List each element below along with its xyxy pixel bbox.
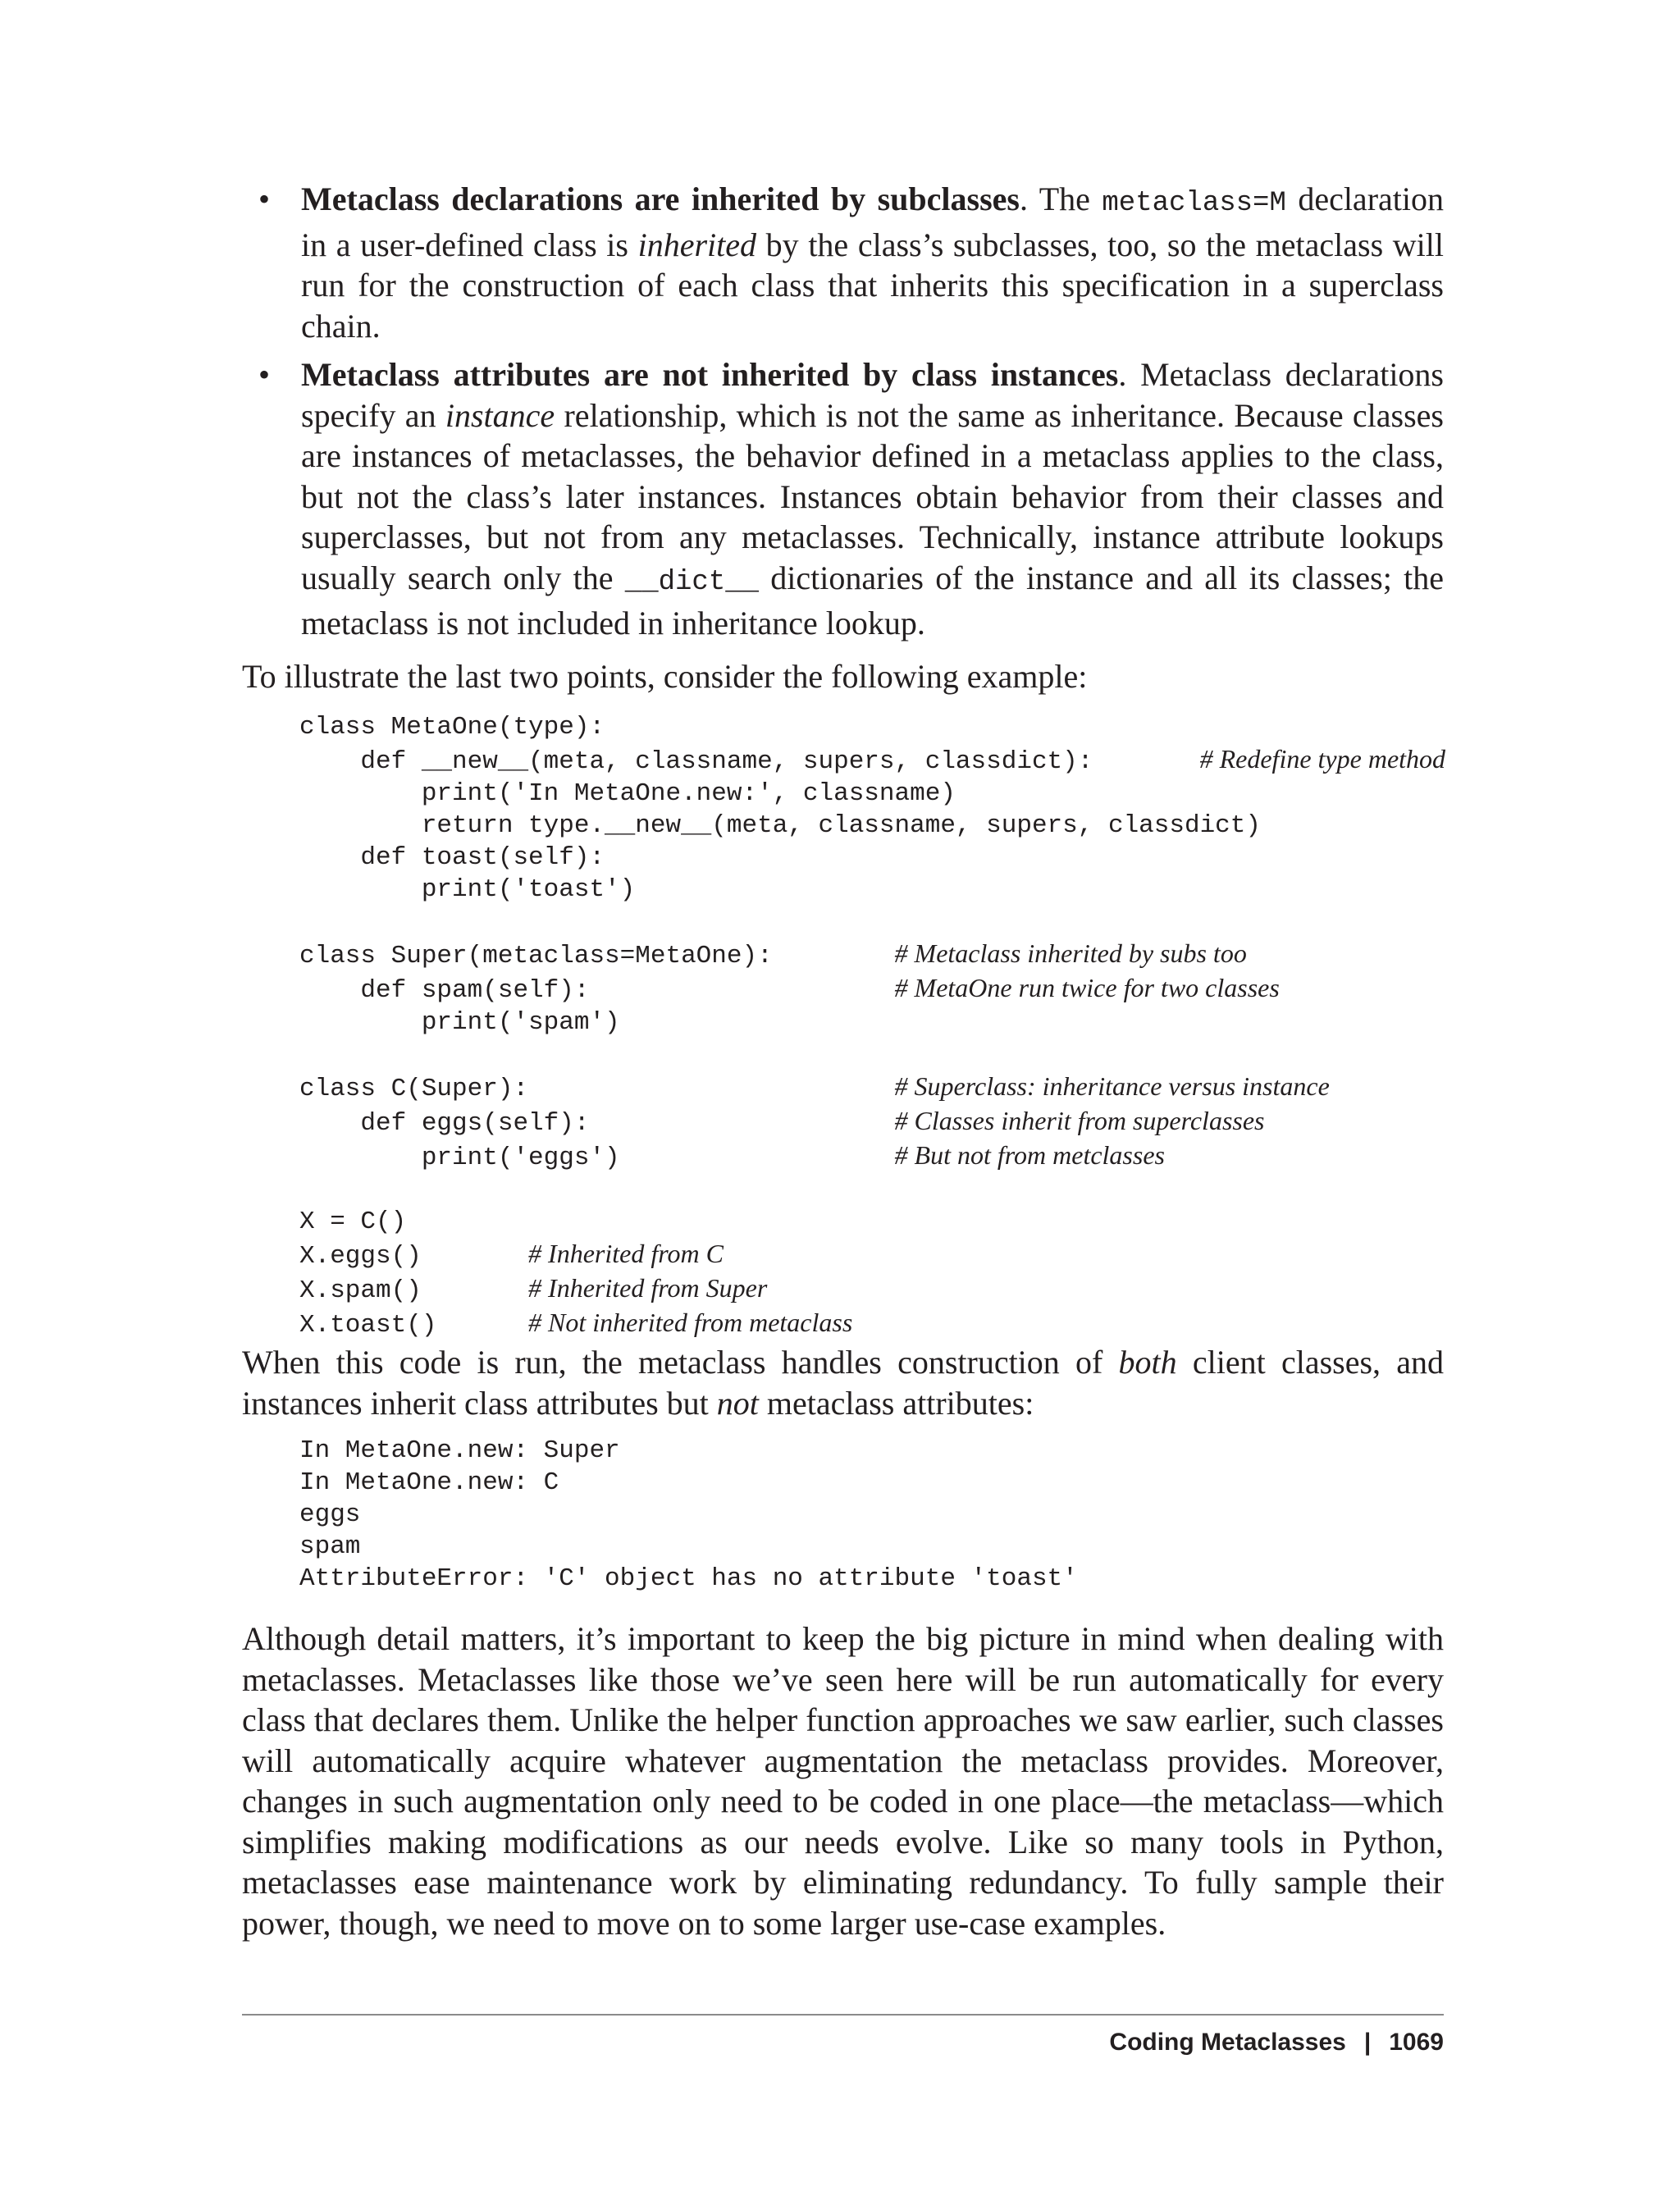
code-comment: # Inherited from Super bbox=[528, 1273, 768, 1303]
intro-paragraph: To illustrate the last two points, consider the following example: bbox=[242, 658, 1088, 695]
emphasis: instance bbox=[445, 396, 555, 434]
code-line: def spam(self): bbox=[299, 976, 895, 1005]
bullet-dot-icon: • bbox=[258, 356, 271, 393]
code-line: X.toast() bbox=[299, 1311, 529, 1340]
code-comment: # MetaOne run twice for two classes bbox=[894, 973, 1280, 1002]
summary-paragraph: Although detail matters, it’s important to keep the big picture in mind when dealing with metaclasses. Metaclasses like those we’ve seen here will be run automatically for every class that declares them. Unlike the helper function approaches we saw earlier, such classes will automatically acquire whatever augmentation the metaclass provides. Moreover, changes in such augmentation only need to be coded in one place—the metaclass—which simplifies making modifications as our needs evolve. Like so many tools in Python, metaclasses ease maintenance work by eliminating redundancy. To fully sample their power, though, we need to move on to some larger use-case examples. bbox=[242, 1620, 1444, 1942]
code-line: X.spam() bbox=[299, 1276, 529, 1305]
page-number: 1069 bbox=[1389, 2029, 1444, 2056]
code-comment: # Classes inherit from superclasses bbox=[894, 1106, 1265, 1135]
footer-rule bbox=[242, 2014, 1444, 2016]
code-line: return type.__new__(meta, classname, supers, classdict) bbox=[299, 811, 1261, 840]
code-output: In MetaOne.new: Super In MetaOne.new: C eggs spam AttributeError: 'C' object has no attribute 'toast' bbox=[299, 1436, 1078, 1593]
bullet-list bbox=[258, 179, 1444, 652]
text: client classes, and instances inherit class attributes but bbox=[242, 1344, 1444, 1422]
code-comment: # Not inherited from metaclass bbox=[528, 1308, 853, 1337]
result-paragraph bbox=[242, 1342, 1444, 1423]
text: by the class’s subclasses, too, so the metaclass will run for the construction of each class that inherits this specification in a superclass chain. bbox=[301, 226, 1444, 345]
text: relationship, which is not the same as inheritance. Because classes are instances of metaclasses, the behavior defined in a metaclass applies to the class, but not the class’s later instances. Instances obtain behavior from their classes and superclasses, but not from any metaclasses. Technically, instance attribute lookups usually search only the bbox=[301, 396, 1445, 596]
inline-code: __dict__ bbox=[624, 566, 760, 598]
text: . The bbox=[1020, 180, 1102, 217]
page-footer bbox=[1109, 2026, 1444, 2059]
text: metaclass attributes: bbox=[758, 1384, 1034, 1422]
text: When this code is run, the metaclass handles construction of bbox=[242, 1344, 1119, 1381]
code-line: print('In MetaOne.new:', classname) bbox=[299, 779, 956, 808]
emphasis: both bbox=[1118, 1344, 1177, 1381]
emphasis: not bbox=[716, 1384, 759, 1422]
bullet-dot-icon: • bbox=[258, 180, 271, 217]
code-comment: # Superclass: inheritance versus instance bbox=[894, 1071, 1330, 1101]
code-line: print('eggs') bbox=[299, 1144, 895, 1172]
footer-separator: | bbox=[1363, 2029, 1372, 2056]
text: declaration in a user-defined class is bbox=[301, 180, 1444, 263]
bullet-heading: Metaclass declarations are inherited by subclasses bbox=[301, 180, 1020, 217]
bullet-heading: Metaclass attributes are not inherited by class instances bbox=[301, 356, 1119, 393]
code-line: class C(Super): bbox=[299, 1075, 895, 1103]
code-line: def eggs(self): bbox=[299, 1109, 895, 1138]
code-line: print('toast') bbox=[299, 875, 636, 904]
text: dictionaries of the instance and all its classes; the metaclass is not included in inheritance lookup. bbox=[301, 559, 1444, 641]
code-line: def toast(self): bbox=[299, 843, 605, 872]
bullet-item bbox=[258, 354, 1444, 644]
code-example bbox=[299, 711, 1501, 1341]
bullet-item bbox=[258, 179, 1444, 346]
code-line: X = C() bbox=[299, 1208, 407, 1236]
code-line: class Super(metaclass=MetaOne): bbox=[299, 942, 895, 970]
code-comment: # Metaclass inherited by subs too bbox=[894, 938, 1247, 968]
code-line: X.eggs() bbox=[299, 1242, 529, 1271]
code-line: print('spam') bbox=[299, 1008, 620, 1037]
text: . Metaclass declarations specify an bbox=[301, 356, 1444, 434]
code-comment: # Inherited from C bbox=[528, 1239, 724, 1268]
footer-section-title: Coding Metaclasses bbox=[1109, 2029, 1346, 2056]
code-comment: # Redefine type method bbox=[1199, 744, 1446, 774]
inline-code: metaclass=M bbox=[1102, 188, 1286, 219]
code-line: def __new__(meta, classname, supers, classdict): bbox=[299, 747, 1200, 776]
emphasis: inherited bbox=[637, 226, 757, 263]
code-line: class MetaOne(type): bbox=[299, 713, 605, 742]
code-comment: # But not from metclasses bbox=[894, 1140, 1165, 1170]
